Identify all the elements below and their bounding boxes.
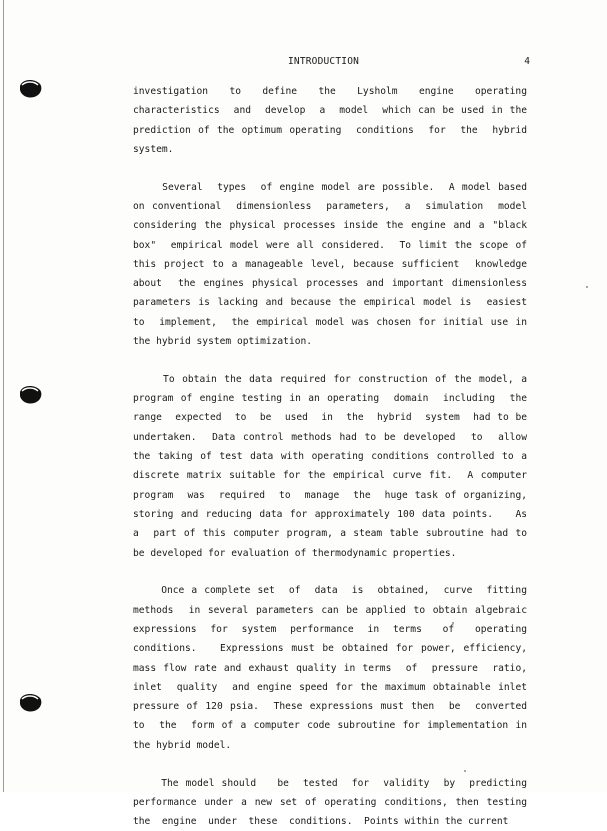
page-title: INTRODUCTION	[288, 56, 359, 67]
scan-speck	[586, 286, 588, 288]
text-line: conditions. Expressions must be obtained for power, efficiency,	[133, 639, 527, 658]
page-number: 4	[524, 56, 530, 67]
text-line: the engine under these conditions. Points within the current	[133, 812, 527, 831]
text-line: program was required to manage the huge task of organizing,	[133, 486, 527, 505]
text-line: characteristics and develop a model which can be used in the	[133, 101, 527, 120]
text-line: inlet quality and engine speed for the maximum obtainable inlet	[133, 678, 527, 697]
text-line: pressure of 120 psia. These expressions must then be converted	[133, 697, 527, 716]
text-line: mass flow rate and exhaust quality in terms of pressure ratio,	[133, 659, 527, 678]
text-line: expressions for system performance in terms of operating	[133, 620, 527, 639]
text-line: storing and reducing data for approximately 100 data points. As	[133, 505, 527, 524]
body-text	[133, 82, 527, 831]
text-line: be developed for evaluation of thermodynamic properties.	[133, 544, 527, 563]
text-line: Once a complete set of data is obtained, curve fitting	[133, 581, 527, 600]
text-line: the taking of test data with operating conditions controlled to a	[133, 447, 527, 466]
text-line: on conventional dimensionless parameters, a simulation model	[133, 197, 527, 216]
text-line: To obtain the data required for construction of the model, a	[133, 370, 527, 389]
page-edge-line	[3, 0, 4, 792]
page-header	[130, 56, 530, 70]
text-line: about the engines physical processes and important dimensionless	[133, 274, 527, 293]
text-line: considering the physical processes inside the engine and a "black	[133, 216, 527, 235]
text-line: methods in several parameters can be applied to obtain algebraic	[133, 601, 527, 620]
text-line: a part of this computer program, a steam table subroutine had to	[133, 524, 527, 543]
paragraph	[133, 82, 527, 159]
punch-hole-icon	[16, 382, 44, 406]
paragraph	[133, 178, 527, 352]
punch-hole-icon	[16, 690, 44, 714]
text-line: system.	[133, 140, 527, 159]
text-line: prediction of the optimum operating conditions for the hybrid	[133, 121, 527, 140]
text-line: to implement, the empirical model was chosen for initial use in	[133, 313, 527, 332]
text-line: to the form of a computer code subroutine for implementation in	[133, 716, 527, 735]
text-line: this project to a manageable level, because sufficient knowledge	[133, 255, 527, 274]
text-line: investigation to define the Lysholm engine operating	[133, 82, 527, 101]
text-line: box" empirical model were all considered. To limit the scope of	[133, 236, 527, 255]
text-line: Several types of engine model are possible. A model based	[133, 178, 527, 197]
paragraph	[133, 581, 527, 755]
text-line: The model should be tested for validity by predicting	[133, 774, 527, 793]
text-line: range expected to be used in the hybrid system had to be	[133, 408, 527, 427]
punch-hole-icon	[16, 76, 44, 100]
text-line: program of engine testing in an operating domain including the	[133, 389, 527, 408]
text-line: the hybrid model.	[133, 736, 527, 755]
text-line: performance under a new set of operating conditions, then testing	[133, 793, 527, 812]
paragraph	[133, 774, 527, 831]
text-line: the hybrid system optimization.	[133, 332, 527, 351]
text-line: undertaken. Data control methods had to be developed to allow	[133, 428, 527, 447]
text-line: parameters is lacking and because the empirical model is easiest	[133, 293, 527, 312]
paragraph	[133, 370, 527, 563]
text-line: discrete matrix suitable for the empirical curve fit. A computer	[133, 466, 527, 485]
